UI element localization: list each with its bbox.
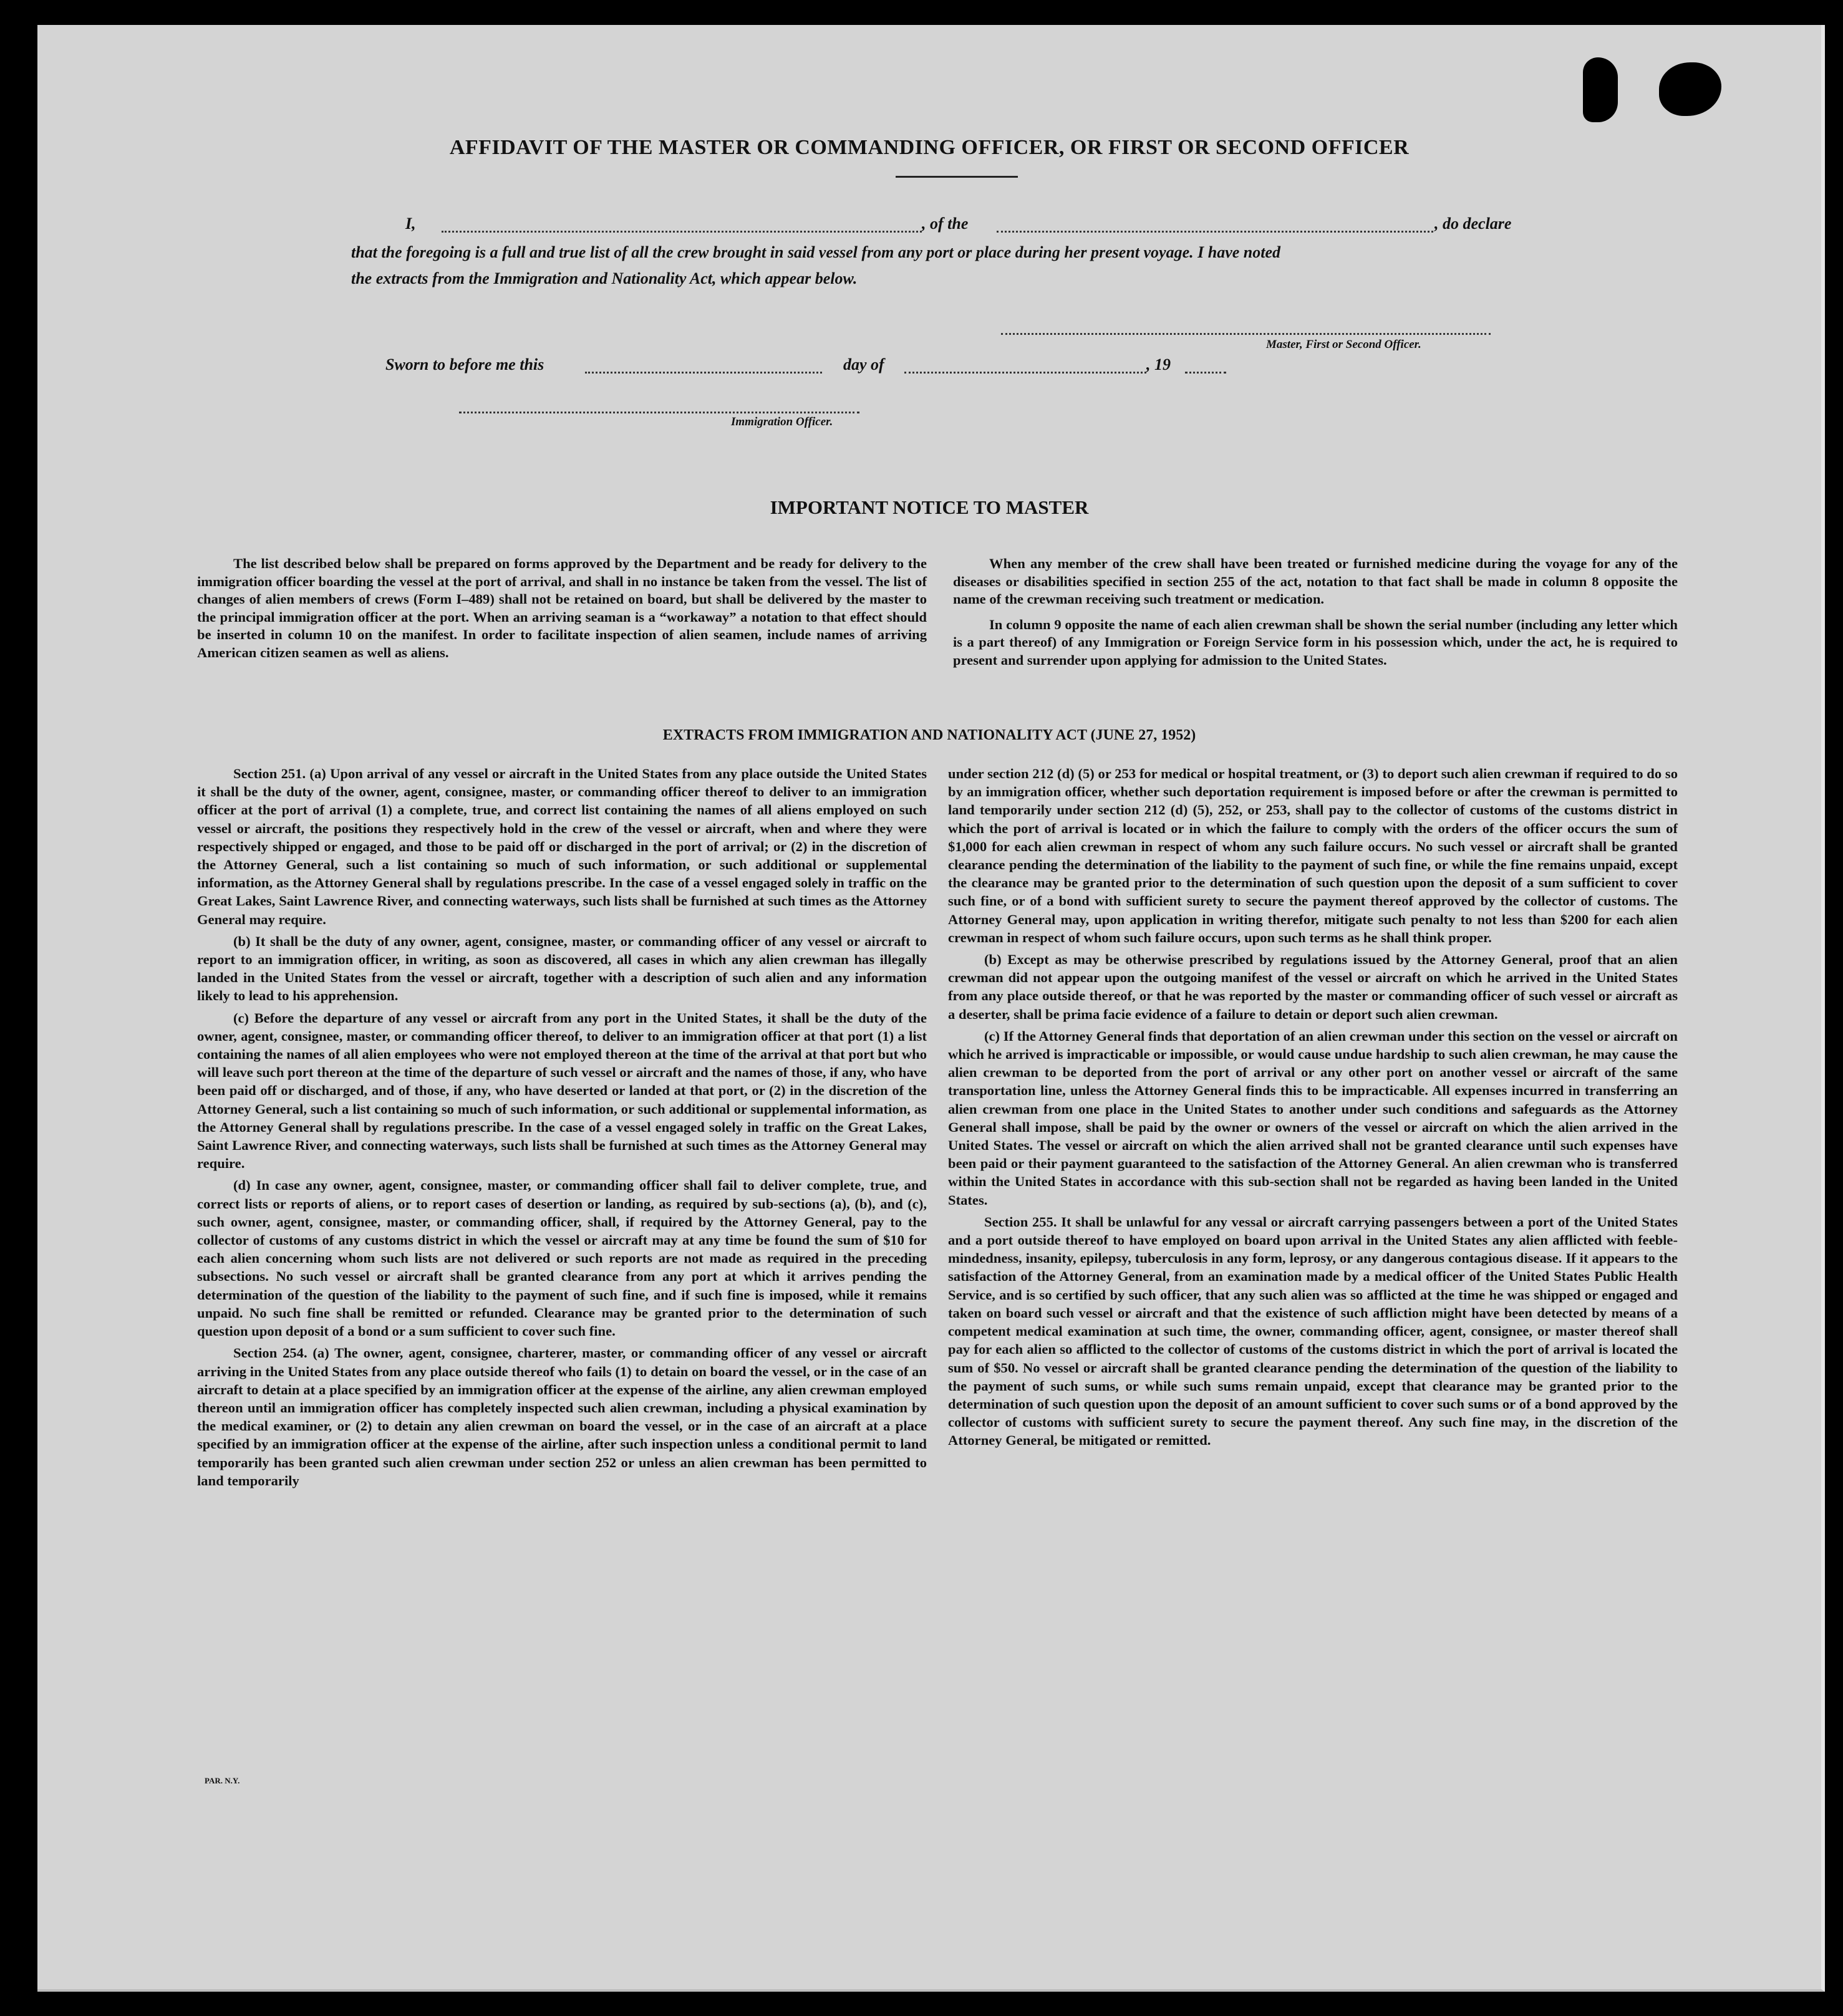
sworn-label: Sworn to before me this: [385, 355, 544, 374]
extracts-left-column: [197, 764, 927, 1493]
section-paragraph: Section 251. (a) Upon arrival of any vessel or aircraft in the United States from any place outside the United States it shall be the duty of the owner, agent, consignee, master, or commanding officer thereof to deliver to an immigration officer at the port of arrival (1) a complete, true, and correct list containing the names of all aliens employed on such vessel or aircraft, the positions they respectively hold in the crew of the vessel or aircraft, when and where they were respectively shipped or engaged, and those to be paid off or discharged in the port of arrival; or (2) in the discretion of the Attorney General, such a list containing so much of such information, or such additional or supplemental information, as the Attorney General shall by regulations prescribe. In the case of a vessel engaged solely in traffic on the Great Lakes, Saint Lawrence River, and connecting waterways, such lists shall be furnished at such times as the Attorney General may require.: [197, 766, 927, 927]
form-page: [37, 25, 1825, 1992]
declaration-line-2: that the foregoing is a full and true list of all the crew brought in said vessel from any port or place during her present voyage. I have noted: [351, 243, 1281, 261]
section-paragraph: (c) If the Attorney General finds that deportation of an alien crewman under this section on the vessel or aircraft on which he arrived is impracticable or impossible, or would cause undue hardship to such alien crewman, he may cause the alien crewman to be deported from the port of arrival or any other port on another vessel or aircraft of the same transportation line, unless the Attorney General finds this to be impracticable. All expenses incurred in transferring an alien crewman from one place in the United States to another under such conditions and safeguards as the Attorney General shall impose, shall be paid by the owner or owners of the vessel or aircraft on which the alien arrived in the United States. The vessel or aircraft on which the alien arrived shall not be granted clearance until such expenses have been paid or their payment guaranteed to the satisfaction of the Attorney General. An alien crewman who is transferred within the United States in accordance with this sub-section shall not be regarded as having been landed in the United States.: [948, 1028, 1678, 1208]
section-paragraph: Section 254. (a) The owner, agent, consignee, charterer, master, or commanding officer of any vessel or aircraft arriving in the United States from any place outside thereof who fails (1) to detain on board the vessel, or in the case of an aircraft to detain at a place specified by an immigration officer at the expense of the airline, any alien crewman employed thereon until an immigration officer has completely inspected such alien crewman, including a physical examination by the medical examiner, or (2) to detain any alien crewman on board the vessel, or in the case of an aircraft at a place specified by an immigration officer at the expense of the airline, after such inspection unless a conditional permit to land temporarily has been granted such alien crewman under section 252 or unless an alien crewman has been permitted to land temporarily: [197, 1345, 927, 1488]
notice-heading: IMPORTANT NOTICE TO MASTER: [770, 496, 1089, 518]
punch-hole-right: [1659, 62, 1721, 116]
punch-hole-left: [1583, 57, 1618, 122]
section-paragraph: (b) Except as may be otherwise prescribed by regulations issued by the Attorney General, proof that an alien crewman did not appear upon the outgoing manifest of the vessel or aircraft on which he arrived in the United States from any place outside thereof, or that he was reported by the master or commanding officer of such vessel or aircraft as a deserter, shall be prima facie evidence of a failure to detain or deport such alien crewman.: [948, 952, 1678, 1022]
notice-paragraph: In column 9 opposite the name of each alien crewman shall be shown the serial number (including any letter which is a part thereof) of any Immigration or Foreign Service form in his possession which, under the act, he is required to present and surrender upon applying for admission to the United States.: [953, 616, 1678, 668]
name-blank[interactable]: [442, 231, 922, 233]
declaration-line-3: the extracts from the Immigration and Nationality Act, which appear below.: [351, 269, 858, 287]
vessel-blank[interactable]: [997, 231, 1433, 233]
officer-signature-blank[interactable]: [459, 412, 859, 413]
form-title: AFFIDAVIT OF THE MASTER OR COMMANDING OFFICER, OR FIRST OR SECOND OFFICER: [449, 136, 1410, 159]
extracts-right-column: [948, 764, 1678, 1454]
notice-left-column: [197, 555, 927, 666]
of-the-label: , of the: [922, 215, 969, 233]
year-blank[interactable]: [1185, 372, 1226, 374]
notice-paragraph: The list described below shall be prepared on forms approved by the Department and be ready for delivery to the immigration officer boarding the vessel at the port of arrival, and shall in no instance be taken from the vessel. The list of changes of alien members of crews (Form I–489) shall not be retained on board, but shall be delivered by the master to the principal immigration officer at the port. When an arriving seaman is a “workaway” a notation to that effect should be inserted in column 10 on the manifest. In order to facilitate inspection of alien seamen, include names of arriving American citizen seamen as well as aliens.: [197, 556, 927, 660]
section-paragraph: under section 212 (d) (5) or 253 for medical or hospital treatment, or (3) to deport such alien crewman if required to do so by an immigration officer, whether such deportation requirement is imposed before or after the crewman is permitted to land temporarily under section 212 (d) (5), 252, or 253, shall pay to the collector of customs of the customs district in which the port of arrival is located or in which the failure to comply with the orders of the officer occurs the sum of $1,000 for each alien crewman in respect of whom any such failure occurs. No such vessel or aircraft shall be granted clearance pending the determination of the liability to the payment of such fine, or while the fine remains unpaid, except the clearance may be granted prior to the determination of such question upon the deposit of a sum sufficient to cover such fine, or of a bond with sufficient surety to secure the payment thereof approved by the collector of customs. The Attorney General may, upon application in writing therefor, mitigate such penalty to not less than $200 for each alien crewman in respect of whom such failure occurs, upon such terms as he shall think proper.: [948, 766, 1678, 945]
section-paragraph: Section 255. It shall be unlawful for any vessal or aircraft carrying passengers between a port of the United States and a port outside thereof to have employed on board upon arrival in the United States any alien afflicted with feeble-mindedness, insanity, epilepsy, tuberculosis in any form, leprosy, or any dangerous contagious disease. If it appears to the satisfaction of the Attorney General, from an examination made by a medical officer of the United States Public Health Service, and is so certified by such officer, that any such alien was so afflicted at the time he was shipped or engaged and taken on board such vessel or aircraft and that the existence of such affliction might have been detected by means of a competent medical examination at such time, the owner, commanding officer, agent, consignee, or master thereof shall pay for each alien so afflicted to the collector of customs of the customs district in which the port of arrival is located the sum of $50. No vessel or aircraft shall be granted clearance pending the determination of the question of the liability to the payment of such sums, or while such sums remain unpaid, except that clearance may be granted prior to the determination of such question upon the deposit of an amount sufficient to cover such sums or of a bond approved by the collector of customs with sufficient surety to secure the payment thereof. Any such fine may, in the discretion of the Attorney General, be mitigated or remitted.: [948, 1213, 1678, 1449]
section-paragraph: (c) Before the departure of any vessel or aircraft from any port in the United States, it shall be the duty of the owner, agent, consignee, master, or commanding officer thereof, to deliver to an immigration officer at that port (1) a list containing the names of all alien employees who were not employed thereon at the time of the arrival at that port but who will leave such port thereon at the time of the departure of such vessel or aircraft and the names of those, if any, who have been paid off or discharged, and of those, if any, who have deserted or landed at that port, or (2) in the discretion of the Attorney General, such a list containing so much of such information, or such additional or supplemental information, as the Attorney General shall by regulations prescribe. In the case of a vessel engaged solely in traffic on the Great Lakes, Saint Lawrence River, and connecting waterways, such lists shall be furnished at such times as the Attorney General may require.: [197, 1010, 927, 1172]
section-paragraph: (b) It shall be the duty of any owner, agent, consignee, master, or commanding officer of any vessel or aircraft to report to an immigration officer, in writing, as soon as discovered, all cases in which any alien crewman has illegally landed in the United States from the vessel or aircraft, together with a description of such alien and any information likely to lead to his apprehension.: [197, 933, 927, 1004]
master-signature-blank[interactable]: [1001, 333, 1491, 335]
i-label: I,: [405, 215, 416, 233]
extracts-heading: EXTRACTS FROM IMMIGRATION AND NATIONALITY ACT (JUNE 27, 1952): [662, 727, 1196, 743]
declare-label: , do declare: [1434, 215, 1512, 233]
notice-paragraph: When any member of the crew shall have been treated or furnished medicine during the voyage for any of the diseases or disabilities specified in section 255 of the act, notation to that fact shall be made in column 8 opposite the name of the crewman receiving such treatment or medication.: [953, 556, 1678, 607]
sworn-day-blank[interactable]: [585, 372, 822, 374]
section-paragraph: (d) In case any owner, agent, consignee, master, or commanding officer shall fail to deliver complete, true, and correct lists or reports of aliens, or to report cases of desertion or landing, as required by sub-sections (a), (b), and (c), such owner, agent, consignee, master, or commanding officer, shall, if required by the Attorney General, pay to the collector of customs of any customs district in which the vessel or aircraft may at any time be found the sum of $10 for each alien concerning whom such lists are not delivered or such reports are not made as required in the preceding subsections. No such vessel or aircraft shall be granted clearance from any port at which it arrives pending the determination of the question of the liability to the payment of such fine, and if such fine is imposed, while it remains unpaid. No such fine shall be remitted or refunded. Clearance may be granted prior to the determination of such question upon deposit of a bond or a sum sufficient to cover such fine.: [197, 1177, 927, 1339]
day-of-label: day of: [843, 355, 884, 374]
notice-right-column: [953, 555, 1678, 673]
sworn-month-blank[interactable]: [904, 372, 1146, 374]
officer-caption: Immigration Officer.: [731, 415, 833, 428]
printer-mark: PAR. N.Y.: [205, 1776, 240, 1785]
master-caption: Master, First or Second Officer.: [1266, 338, 1421, 351]
year-label: , 19: [1146, 355, 1171, 374]
title-underline: [896, 176, 1018, 178]
